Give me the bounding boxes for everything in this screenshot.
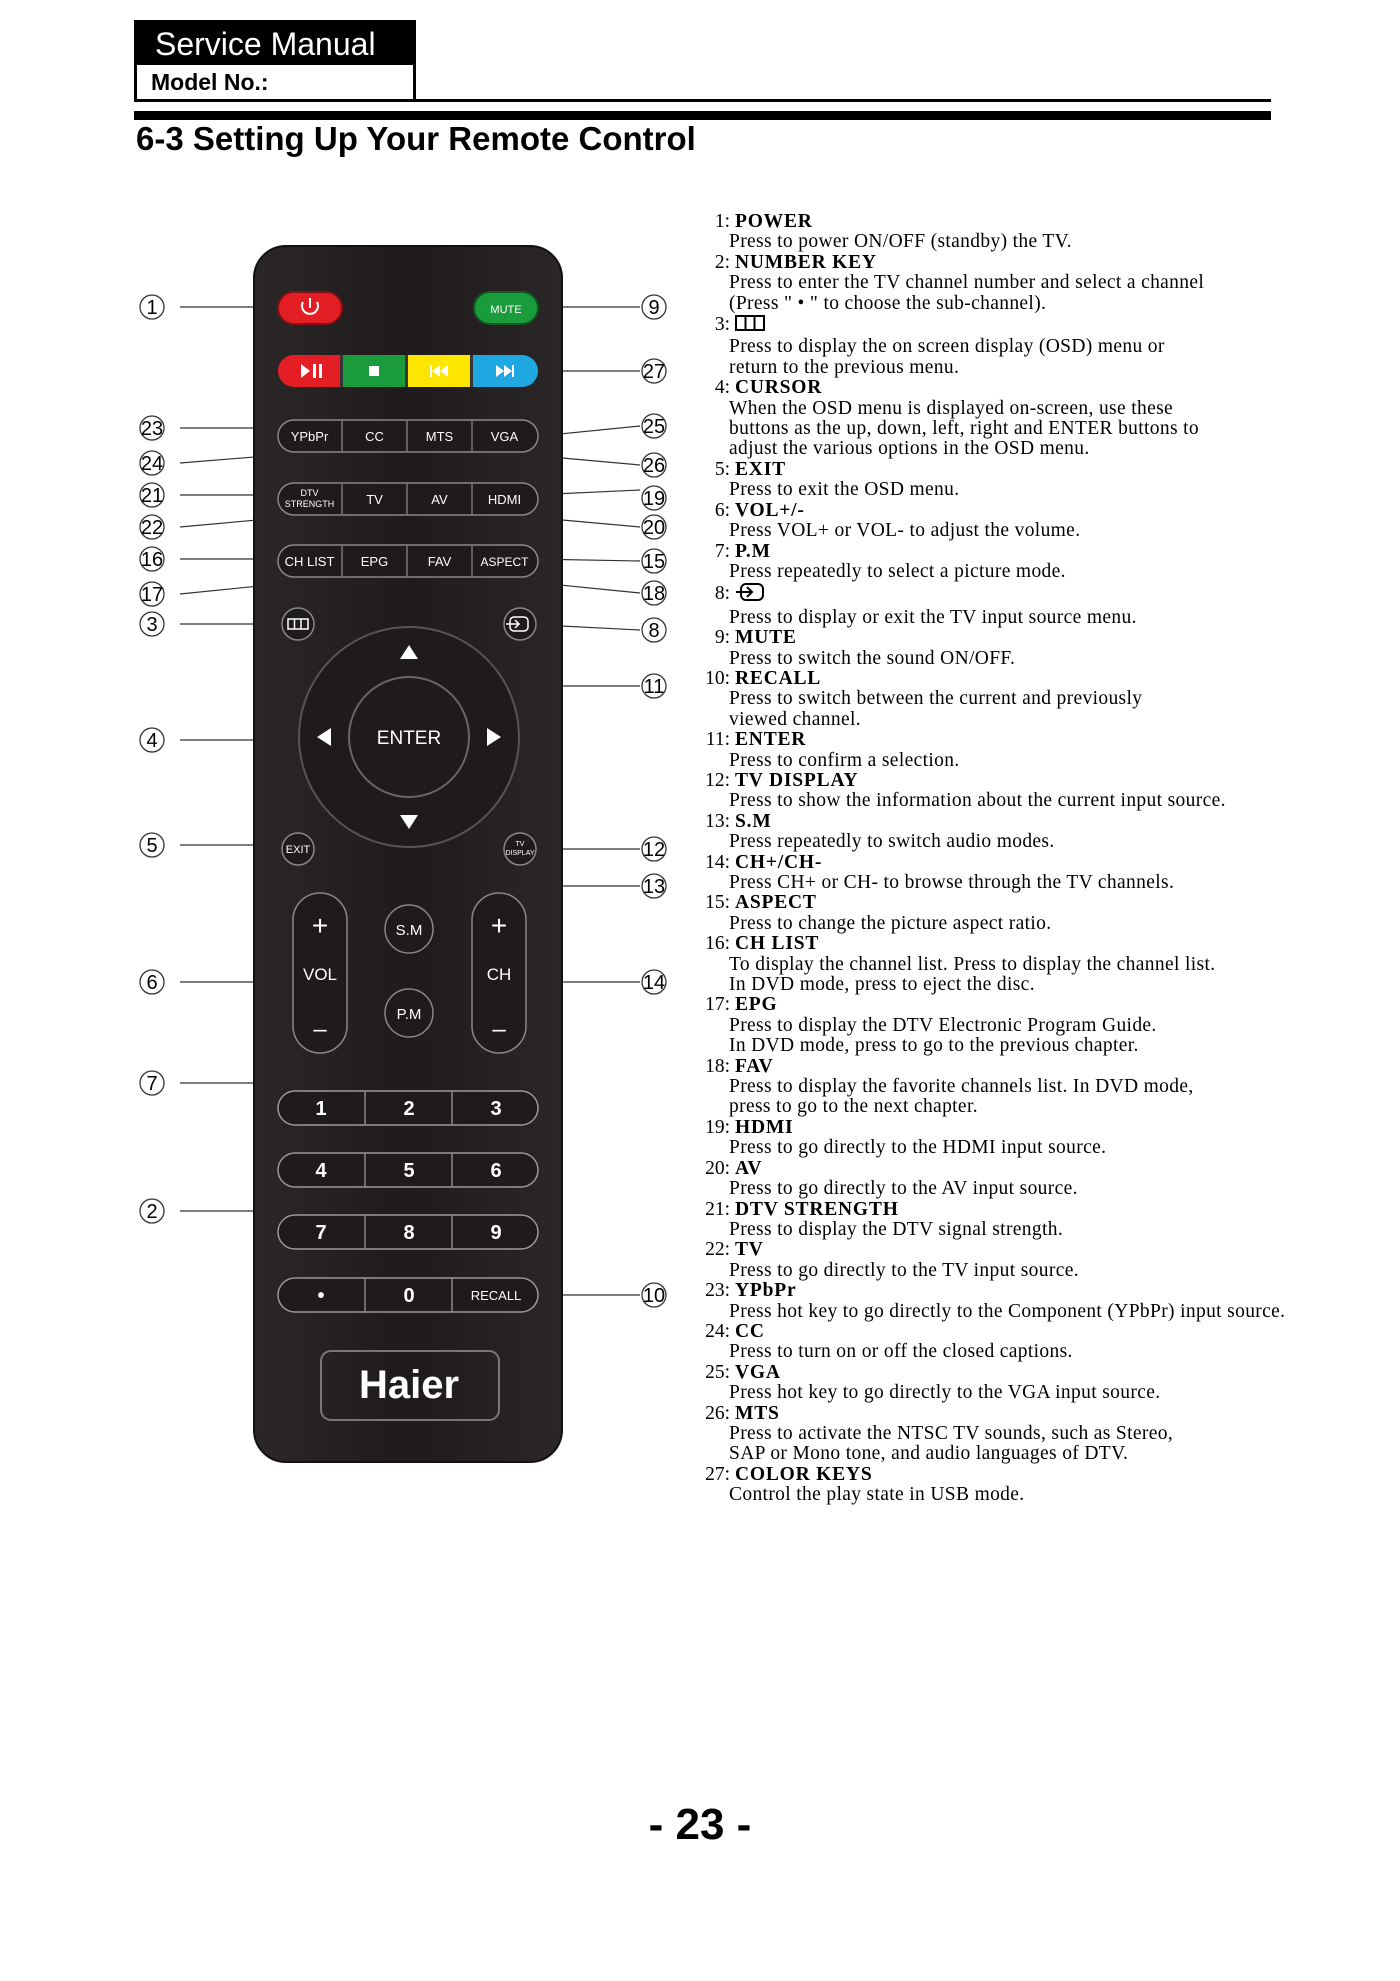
item-number: 22: xyxy=(705,1239,730,1261)
item-heading xyxy=(690,460,1330,480)
item-heading xyxy=(690,212,1330,232)
digit-4-label: 4 xyxy=(315,1160,327,1182)
item-text: Press to enter the TV channel number and select a channel (Press " • " to choose the sub-channel). xyxy=(729,272,1205,314)
item-name: ASPECT xyxy=(735,892,817,914)
manual-title: Service Manual xyxy=(137,23,413,65)
tv-display-button[interactable] xyxy=(504,833,536,865)
item-name: ENTER xyxy=(735,729,807,751)
exit-button[interactable] xyxy=(282,833,314,865)
callout-number: 27 xyxy=(642,361,666,383)
item-number: 23: xyxy=(705,1280,730,1302)
item-name: HDMI xyxy=(735,1116,794,1138)
item-heading xyxy=(690,1057,1330,1077)
description-item xyxy=(690,730,1330,771)
digit-2-label: 2 xyxy=(403,1098,415,1120)
picture-mode-label: P.M xyxy=(396,1006,422,1023)
volume-rocker[interactable] xyxy=(293,893,347,1053)
callout-number: 25 xyxy=(642,416,666,438)
picture-mode-button[interactable] xyxy=(385,989,433,1037)
undefined xyxy=(278,483,538,515)
callout-right-10 xyxy=(642,674,666,698)
item-heading xyxy=(690,771,1330,791)
undefined xyxy=(278,420,538,452)
brand-text: Haier xyxy=(358,1363,460,1407)
callout-left-13 xyxy=(140,1199,164,1223)
item-number: 6: xyxy=(714,499,730,521)
item-number: 27: xyxy=(705,1463,730,1485)
item-name: MUTE xyxy=(735,627,797,649)
item-text: Press to switch the sound ON/OFF. xyxy=(729,647,1016,669)
item-number: 12: xyxy=(705,769,730,791)
item-heading xyxy=(690,934,1330,954)
item-name: YPbPr xyxy=(735,1280,797,1302)
mute-label: MUTE xyxy=(490,304,522,316)
av-label: AV xyxy=(431,492,448,507)
callout-right-13 xyxy=(642,970,666,994)
callout-number: 23 xyxy=(140,418,164,440)
item-name: RECALL xyxy=(735,667,822,689)
item-heading xyxy=(690,1404,1330,1424)
callout-number: 2 xyxy=(146,1201,158,1223)
item-number: 7: xyxy=(714,540,730,562)
item-number: 16: xyxy=(705,933,730,955)
callout-left-9 xyxy=(140,728,164,752)
callout-right-7 xyxy=(642,549,666,573)
digit-2-key[interactable] xyxy=(366,1091,451,1125)
item-heading xyxy=(690,1281,1330,1301)
dot-label: • xyxy=(317,1285,325,1307)
model-label: Model No.: xyxy=(151,69,269,95)
item-name: MTS xyxy=(735,1402,780,1424)
item-number: 9: xyxy=(714,627,730,649)
callout-number: 4 xyxy=(146,730,158,752)
callout-number: 11 xyxy=(643,676,665,698)
callout-left-12 xyxy=(140,1071,164,1095)
callout-number: 1 xyxy=(146,297,158,319)
description-item xyxy=(690,1465,1330,1506)
callout-right-11 xyxy=(642,837,666,861)
description-item xyxy=(690,460,1330,501)
item-text: Press to go directly to the AV input source. xyxy=(729,1178,1078,1200)
description-item xyxy=(690,501,1330,542)
item-heading xyxy=(690,378,1330,398)
volume-plus[interactable]: + xyxy=(311,910,329,941)
description-item xyxy=(690,1240,1330,1281)
description-item xyxy=(690,1057,1330,1118)
callout-number: 10 xyxy=(642,1285,666,1307)
callout-number: 6 xyxy=(146,972,158,994)
fav-button[interactable] xyxy=(408,545,471,577)
item-text: Press to activate the NTSC TV sounds, such as Stereo, SAP or Mono tone, and audio languages of DTV. xyxy=(729,1422,1174,1465)
item-number: 10: xyxy=(705,667,730,689)
callout-right-9 xyxy=(642,618,666,642)
description-item xyxy=(690,995,1330,1056)
digit-7-label: 7 xyxy=(315,1222,327,1244)
callout-right-12 xyxy=(642,874,666,898)
recall-label: RECALL xyxy=(470,1288,522,1303)
item-number: 18: xyxy=(705,1055,730,1077)
item-heading xyxy=(690,853,1330,873)
item-name: VOL+/- xyxy=(735,499,805,521)
callout-number: 9 xyxy=(648,297,660,319)
digit-4-key[interactable] xyxy=(278,1153,363,1187)
callout-number: 14 xyxy=(642,972,666,994)
callout-left-8 xyxy=(140,612,164,636)
item-heading xyxy=(690,812,1330,832)
description-item xyxy=(690,934,1330,995)
sound-mode-label: S.M xyxy=(395,922,423,939)
mts-label: MTS xyxy=(425,429,454,444)
item-number: 25: xyxy=(705,1361,730,1383)
exit-label: EXIT xyxy=(285,844,311,856)
digit-7-key[interactable] xyxy=(278,1215,363,1249)
item-number: 21: xyxy=(705,1198,730,1220)
callout-left-11 xyxy=(140,970,164,994)
callout-right-8 xyxy=(642,581,666,605)
callout-number: 13 xyxy=(642,876,666,898)
stop-key[interactable] xyxy=(343,355,405,387)
description-item xyxy=(690,212,1330,253)
cc-button[interactable] xyxy=(343,420,406,452)
item-text: Press repeatedly to select a picture mode. xyxy=(729,560,1066,582)
vga-button[interactable] xyxy=(473,420,536,452)
item-text: Control the play state in USB mode. xyxy=(729,1484,1025,1506)
item-number: 11: xyxy=(705,729,730,751)
tv-label: TV xyxy=(366,492,383,507)
item-number: 13: xyxy=(705,810,730,832)
ypbpr-button[interactable] xyxy=(278,420,341,452)
item-number: 15: xyxy=(705,892,730,914)
item-number: 26: xyxy=(705,1402,730,1424)
description-item xyxy=(690,812,1330,853)
cc-label: CC xyxy=(365,429,384,444)
digit-5-key[interactable] xyxy=(366,1153,451,1187)
item-heading xyxy=(690,893,1330,913)
callout-left-3 xyxy=(140,451,164,475)
item-text: Press to go directly to the HDMI input source. xyxy=(729,1137,1107,1159)
item-name: NUMBER KEY xyxy=(735,251,877,273)
callout-number: 18 xyxy=(642,583,666,605)
description-item xyxy=(690,1281,1330,1322)
description-item xyxy=(690,1200,1330,1241)
item-name: S.M xyxy=(735,810,772,832)
button-descriptions xyxy=(690,212,1330,1506)
item-text: Press to display the on screen display (OSD) menu or return to the previous menu. xyxy=(729,336,1165,378)
item-text: Press VOL+ or VOL- to adjust the volume. xyxy=(729,520,1081,542)
tv-button[interactable] xyxy=(343,483,406,515)
item-name: FAV xyxy=(735,1055,774,1077)
channel-label: CH xyxy=(486,965,512,984)
hdmi-label: HDMI xyxy=(487,492,522,507)
callout-number: 15 xyxy=(642,551,666,573)
channel-minus[interactable]: – xyxy=(492,1016,506,1043)
description-item xyxy=(690,314,1330,378)
item-name: P.M xyxy=(735,540,771,562)
item-number: 3: xyxy=(714,314,730,336)
channel-rocker[interactable] xyxy=(472,893,526,1053)
item-text: Press to display the DTV Electronic Program Guide. In DVD mode, press to go to the previous chapter. xyxy=(729,1014,1157,1057)
numpad-row-3 xyxy=(278,1215,538,1249)
item-name: VGA xyxy=(735,1361,781,1383)
tv-display-label-top: TV xyxy=(515,841,525,848)
item-heading xyxy=(690,1322,1330,1342)
description-item xyxy=(690,669,1330,730)
item-text: Press to confirm a selection. xyxy=(729,749,960,771)
item-number: 24: xyxy=(705,1320,730,1342)
callout-left-6 xyxy=(140,547,164,571)
menu-icon xyxy=(735,314,767,337)
next-key[interactable] xyxy=(473,355,538,387)
item-name: COLOR KEYS xyxy=(735,1463,873,1485)
item-name: EPG xyxy=(735,994,778,1016)
digit-5-label: 5 xyxy=(403,1160,415,1182)
callout-left-4 xyxy=(140,483,164,507)
description-item xyxy=(690,1159,1330,1200)
item-text: Press to display the favorite channels list. In DVD mode, press to go to the next chapter. xyxy=(729,1076,1194,1118)
page-number: - 23 - xyxy=(648,1800,752,1849)
item-text: Press to change the picture aspect ratio. xyxy=(729,912,1052,934)
dpad xyxy=(299,627,519,847)
item-text: Press to turn on or off the closed captions. xyxy=(729,1341,1073,1363)
item-name: CURSOR xyxy=(735,377,823,399)
item-text: Press to display or exit the TV input source menu. xyxy=(729,606,1137,628)
recall-button[interactable] xyxy=(453,1278,538,1312)
item-text: Press hot key to go directly to the Component (YPbPr) input source. xyxy=(729,1300,1286,1322)
digit-6-label: 6 xyxy=(490,1160,502,1182)
item-name: DTV STRENGTH xyxy=(735,1198,899,1220)
enter-label: ENTER xyxy=(376,728,442,749)
description-item xyxy=(690,582,1330,628)
description-item xyxy=(690,542,1330,583)
item-heading xyxy=(690,1159,1330,1179)
play-pause-key[interactable] xyxy=(278,355,340,387)
item-number: 2: xyxy=(714,251,730,273)
dtv-strength-label-0: DTV xyxy=(300,488,319,498)
item-text: When the OSD menu is displayed on-screen, use these buttons as the up, down, left, right and ENTER buttons to adjust the various options in the OSD menu. xyxy=(729,397,1200,460)
power-button[interactable] xyxy=(278,292,342,324)
callout-right-14 xyxy=(642,1283,666,1307)
item-text: Press to exit the OSD menu. xyxy=(729,479,960,501)
digit-3-label: 3 xyxy=(490,1098,502,1120)
callout-number: 19 xyxy=(642,488,666,510)
item-name: CH LIST xyxy=(735,933,820,955)
callout-number: 16 xyxy=(140,549,164,571)
mts-button[interactable] xyxy=(408,420,471,452)
callout-right-4 xyxy=(642,453,666,477)
vga-label: VGA xyxy=(490,429,519,444)
callout-number: 24 xyxy=(140,453,164,475)
item-name: POWER xyxy=(735,211,813,232)
ch-list-label: CH LIST xyxy=(284,554,335,569)
item-number: 8: xyxy=(714,583,730,605)
dtv-strength-button[interactable] xyxy=(278,483,341,515)
item-heading xyxy=(690,669,1330,689)
item-text: Press to show the information about the current input source. xyxy=(729,790,1226,812)
input-source-button[interactable] xyxy=(504,608,536,640)
callout-number: 3 xyxy=(146,614,158,636)
digit-0-key[interactable] xyxy=(366,1278,451,1312)
stop-icon xyxy=(369,366,379,376)
item-text: Press hot key to go directly to the VGA input source. xyxy=(729,1382,1161,1404)
input-source-icon xyxy=(735,582,767,607)
numpad-row-2 xyxy=(278,1153,538,1187)
sound-mode-button[interactable] xyxy=(385,905,433,953)
callout-number: 5 xyxy=(146,835,158,857)
callout-right-2 xyxy=(642,359,666,383)
item-text: Press repeatedly to switch audio modes. xyxy=(729,831,1055,853)
description-item xyxy=(690,1322,1330,1363)
item-name: CC xyxy=(735,1320,765,1342)
channel-plus[interactable]: + xyxy=(490,910,508,941)
numpad-row-4 xyxy=(278,1278,538,1312)
callout-number: 12 xyxy=(642,839,666,861)
description-item xyxy=(690,1363,1330,1404)
volume-label: VOL xyxy=(302,965,338,984)
callout-right-1 xyxy=(642,295,666,319)
callout-number: 8 xyxy=(648,620,660,642)
tv-display-label-bottom: DISPLAY xyxy=(505,850,535,857)
item-text: Press to display the DTV signal strength. xyxy=(729,1218,1064,1240)
item-heading xyxy=(690,628,1330,648)
aspect-button[interactable] xyxy=(473,545,536,577)
section-title: 6-3 Setting Up Your Remote Control xyxy=(136,120,696,157)
digit-9-key[interactable] xyxy=(453,1215,538,1249)
ypbpr-label: YPbPr xyxy=(290,429,329,444)
numpad-row-1 xyxy=(278,1091,538,1125)
item-heading xyxy=(690,1465,1330,1485)
item-heading xyxy=(690,253,1330,273)
ch-list-button[interactable] xyxy=(278,545,341,577)
callout-left-5 xyxy=(140,515,164,539)
mute-button[interactable] xyxy=(474,292,538,324)
item-heading xyxy=(690,501,1330,521)
digit-3-key[interactable] xyxy=(453,1091,538,1125)
callout-left-2 xyxy=(140,416,164,440)
item-heading xyxy=(690,582,1330,607)
item-text: Press CH+ or CH- to browse through the TV channels. xyxy=(729,872,1175,893)
previous-key[interactable] xyxy=(408,355,470,387)
item-name: TV DISPLAY xyxy=(735,769,859,791)
digit-1-key[interactable] xyxy=(278,1091,363,1125)
description-item xyxy=(690,771,1330,812)
item-number: 19: xyxy=(705,1116,730,1138)
item-number: 17: xyxy=(705,994,730,1016)
item-heading xyxy=(690,730,1330,750)
dtv-strength-label-1: STRENGTH xyxy=(284,499,335,509)
digit-8-key[interactable] xyxy=(366,1215,451,1249)
item-text: Press to go directly to the TV input source. xyxy=(729,1259,1079,1281)
enter-button[interactable] xyxy=(349,677,469,797)
callout-number: 17 xyxy=(140,584,164,606)
epg-label: EPG xyxy=(360,554,389,569)
callout-number: 22 xyxy=(140,517,164,539)
description-item xyxy=(690,628,1330,669)
callout-right-5 xyxy=(642,486,666,510)
undefined xyxy=(278,545,538,577)
item-heading xyxy=(690,1118,1330,1138)
item-name: EXIT xyxy=(735,458,786,480)
item-name: AV xyxy=(735,1157,763,1179)
callout-right-3 xyxy=(642,414,666,438)
dot-key[interactable] xyxy=(278,1278,363,1312)
description-item xyxy=(690,1404,1330,1465)
item-text: Press to power ON/OFF (standby) the TV. xyxy=(729,231,1072,253)
description-item xyxy=(690,378,1330,460)
item-heading xyxy=(690,1240,1330,1260)
item-text: Press to switch between the current and previously viewed channel. xyxy=(729,688,1143,730)
item-number: 14: xyxy=(705,851,730,873)
aspect-label: ASPECT xyxy=(480,555,529,569)
callout-number: 26 xyxy=(642,455,666,477)
callout-number: 7 xyxy=(146,1073,158,1095)
description-item xyxy=(690,893,1330,934)
description-item xyxy=(690,853,1330,894)
description-item xyxy=(690,1118,1330,1159)
digit-0-label: 0 xyxy=(403,1285,415,1307)
callout-number: 20 xyxy=(642,517,666,539)
callout-right-6 xyxy=(642,515,666,539)
item-text: To display the channel list. Press to display the channel list. In DVD mode, press to eject the disc. xyxy=(729,953,1216,996)
item-name: TV xyxy=(735,1239,764,1261)
item-name: CH+/CH- xyxy=(735,851,823,873)
av-button[interactable] xyxy=(408,483,471,515)
digit-9-label: 9 xyxy=(490,1222,502,1244)
volume-minus[interactable]: – xyxy=(313,1016,327,1043)
item-heading xyxy=(690,1200,1330,1220)
item-heading xyxy=(690,995,1330,1015)
item-number: 20: xyxy=(705,1157,730,1179)
callout-number: 21 xyxy=(140,485,164,507)
item-heading xyxy=(690,314,1330,337)
callout-left-10 xyxy=(140,833,164,857)
description-item xyxy=(690,253,1330,314)
item-number: 4: xyxy=(714,377,730,399)
item-number: 1: xyxy=(714,211,730,232)
hdmi-button[interactable] xyxy=(473,483,536,515)
epg-button[interactable] xyxy=(343,545,406,577)
callout-left-7 xyxy=(140,582,164,606)
item-number: 5: xyxy=(714,458,730,480)
menu-button[interactable] xyxy=(282,608,314,640)
digit-6-key[interactable] xyxy=(453,1153,538,1187)
item-heading xyxy=(690,1363,1330,1383)
digit-8-label: 8 xyxy=(403,1222,415,1244)
digit-1-label: 1 xyxy=(315,1098,327,1120)
color-keys xyxy=(278,355,538,387)
callout-left-1 xyxy=(140,295,164,319)
fav-label: FAV xyxy=(427,554,452,569)
item-heading xyxy=(690,542,1330,562)
